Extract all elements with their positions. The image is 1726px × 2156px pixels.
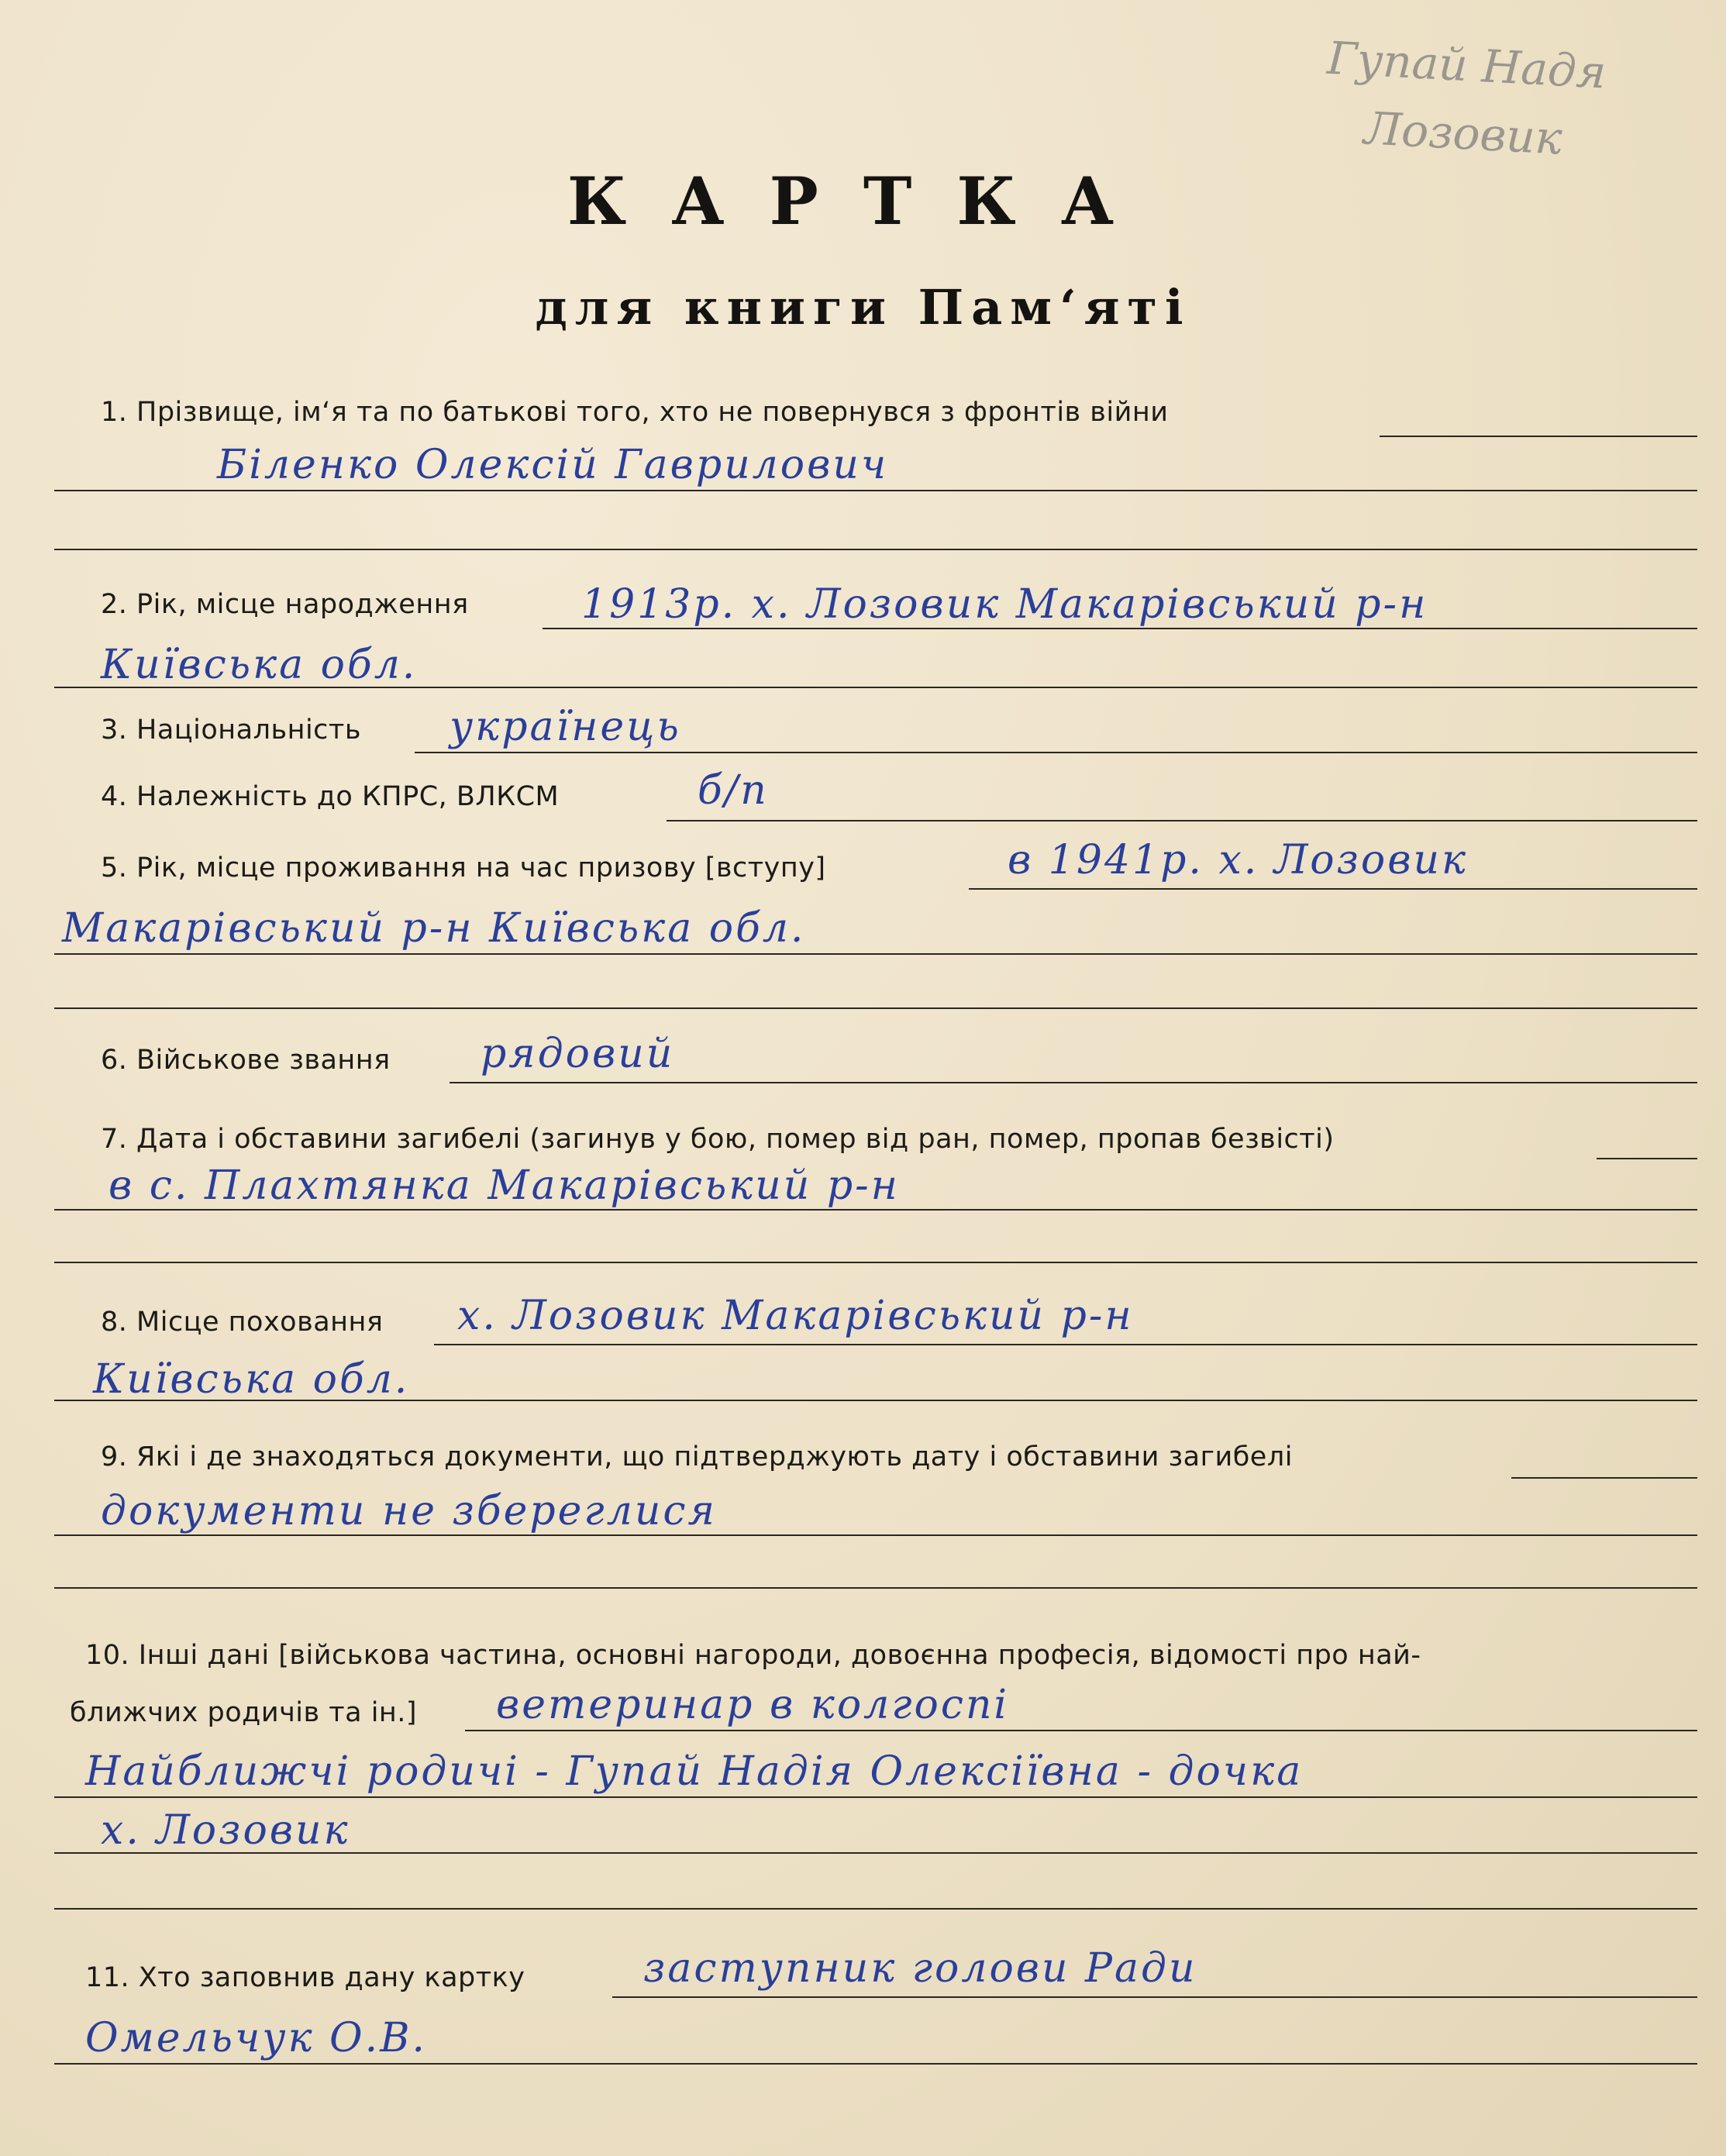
- field-7-rule-1: [54, 1209, 1697, 1211]
- field-5-value-line-2[interactable]: Макарівський р-н Київська обл.: [62, 905, 806, 952]
- field-9-label: 9. Які і де знаходяться документи, що підтверджують дату і обставини загибелі: [101, 1441, 1293, 1472]
- field-11-label: 11. Хто заповнив дану картку: [85, 1962, 525, 1993]
- field-7-label: 7. Дата і обставини загибелі (загинув у бою, помер від ран, помер, пропав безвісті): [101, 1124, 1335, 1155]
- field-7-rule-inline: [1597, 1158, 1697, 1159]
- pencil-annotation-line-1: Гупай Надя: [1325, 31, 1607, 99]
- field-1-rule-2: [54, 549, 1697, 550]
- pencil-annotation-line-2: Лозовик: [1363, 102, 1564, 165]
- field-7-value[interactable]: в с. Плахтянка Макарівський р-н: [109, 1162, 900, 1209]
- field-10-rule-4: [54, 1908, 1697, 1910]
- field-8-value-line-1[interactable]: х. Лозовик Макарівський р-н: [457, 1293, 1134, 1339]
- card-subtitle: для книги Пам‘яті: [535, 279, 1191, 336]
- pencil-annotation: [1245, 19, 1685, 178]
- field-11-value-line-1[interactable]: заступник голови Ради: [643, 1945, 1197, 1992]
- field-2-label: 2. Рік, місце народження: [101, 589, 469, 620]
- field-2-rule-2: [54, 687, 1697, 688]
- field-11-rule-1: [612, 1996, 1697, 1998]
- field-9-rule-inline: [1511, 1477, 1697, 1479]
- field-3-value[interactable]: українець: [450, 704, 681, 750]
- card-title: КАРТКА: [567, 163, 1159, 239]
- field-10-value-line-1[interactable]: ветеринар в колгоспі: [496, 1682, 1010, 1728]
- field-4-value[interactable]: б/п: [698, 767, 769, 814]
- field-9-rule-1: [54, 1534, 1697, 1536]
- field-11-rule-2: [54, 2063, 1697, 2065]
- field-3-label: 3. Національність: [101, 715, 361, 746]
- field-3-rule: [415, 752, 1697, 753]
- field-10-label-line-1: 10. Інші дані [військова частина, основні нагороди, довоєнна професія, відомості про най-: [85, 1640, 1421, 1671]
- field-6-rule: [450, 1082, 1697, 1083]
- field-5-label: 5. Рік, місце проживання на час призову [вступу]: [101, 852, 826, 883]
- field-1-rule-1: [54, 490, 1697, 491]
- field-10-value-line-2[interactable]: Найближчі родичі - Гупай Надія Олексіївна - дочка: [85, 1748, 1304, 1795]
- field-1-value[interactable]: Біленко Олексій Гаврилович: [217, 442, 889, 488]
- field-4-label: 4. Належність до КПРС, ВЛКСМ: [101, 781, 560, 812]
- field-8-rule-2: [54, 1400, 1697, 1401]
- field-5-rule-3: [54, 1007, 1697, 1009]
- field-9-value[interactable]: документи не збереглися: [101, 1488, 717, 1534]
- field-1-rule-inline: [1380, 436, 1697, 437]
- field-6-label: 6. Військове звання: [101, 1045, 391, 1076]
- field-10-rule-3: [54, 1852, 1697, 1854]
- field-10-label-line-2: ближчих родичів та ін.]: [70, 1697, 418, 1728]
- field-8-rule-1: [434, 1344, 1697, 1345]
- field-5-rule-2: [54, 953, 1697, 955]
- field-10-rule-1: [465, 1730, 1697, 1731]
- field-9-rule-2: [54, 1587, 1697, 1589]
- field-1-label: 1. Прізвище, ім‘я та по батькові того, хто не повернувся з фронтів війни: [101, 397, 1169, 428]
- field-10-rule-2: [54, 1796, 1697, 1798]
- field-11-value-line-2[interactable]: Омельчук О.В.: [85, 2015, 427, 2061]
- field-10-value-line-3[interactable]: х. Лозовик: [101, 1807, 350, 1854]
- field-5-rule-1: [969, 888, 1697, 890]
- field-4-rule: [667, 820, 1697, 821]
- field-5-value-line-1[interactable]: в 1941р. х. Лозовик: [1008, 837, 1469, 883]
- field-2-rule-1: [543, 628, 1697, 629]
- field-8-label: 8. Місце поховання: [101, 1307, 384, 1338]
- field-6-value[interactable]: рядовий: [481, 1031, 675, 1077]
- field-8-value-line-2[interactable]: Київська обл.: [93, 1356, 410, 1403]
- field-7-rule-2: [54, 1262, 1697, 1263]
- field-2-value-line-2[interactable]: Київська обл.: [101, 642, 418, 688]
- field-2-value-line-1[interactable]: 1913р. х. Лозовик Макарівський р-н: [581, 581, 1428, 628]
